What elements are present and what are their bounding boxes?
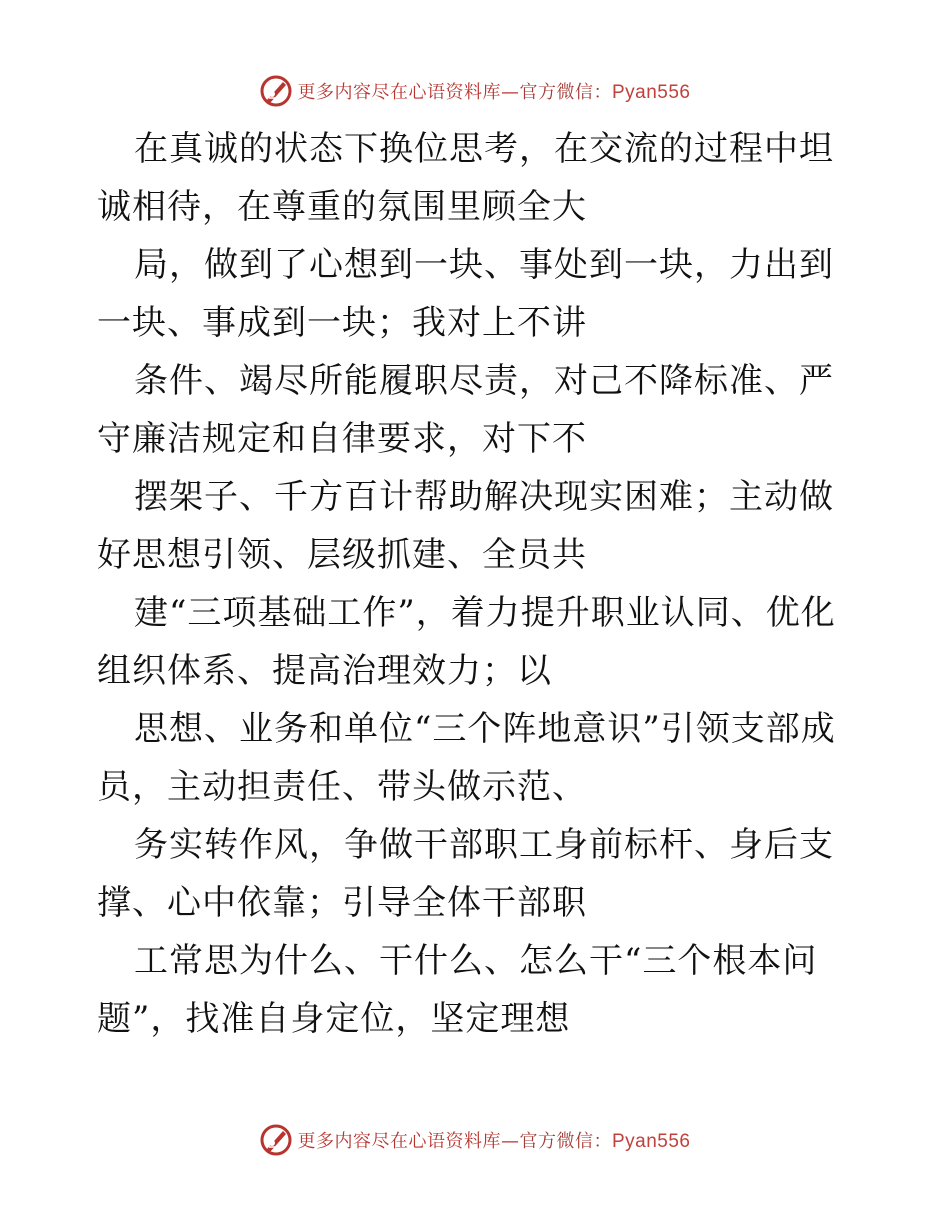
paragraph: 摆架子、千方百计帮助解决现实困难；主动做好思想引领、层级抓建、全员共 bbox=[97, 477, 834, 575]
banner-wechat-label: 官方微信： bbox=[519, 82, 612, 103]
document-body bbox=[97, 120, 857, 1048]
paragraph: 局，做到了心想到一块、事处到一块，力出到一块、事成到一块；我对上不讲 bbox=[97, 245, 834, 343]
paragraph: 建“三项基础工作”，着力提升职业认同、优化组织体系、提高治理效力；以 bbox=[97, 593, 836, 691]
banner-separator: — bbox=[500, 1131, 520, 1152]
paragraph: 工常思为什么、干什么、怎么干“三个根本问题”，找准自身定位，坚定理想 bbox=[97, 941, 818, 1039]
paragraph: 务实转作风，争做干部职工身前标杆、身后支撑、心中依靠；引导全体干部职 bbox=[97, 825, 834, 923]
footer-banner bbox=[0, 1120, 950, 1160]
banner-text bbox=[297, 1127, 690, 1153]
banner-wechat-label: 官方微信： bbox=[519, 1131, 612, 1152]
banner-site: 更多内容尽在心语资料库 bbox=[297, 1131, 501, 1152]
header-banner bbox=[0, 71, 950, 111]
banner-wechat-id: Pyan556 bbox=[611, 1131, 691, 1152]
banner-site: 更多内容尽在心语资料库 bbox=[297, 82, 501, 103]
banner-text bbox=[297, 78, 690, 104]
quill-pen-logo-icon bbox=[259, 1123, 293, 1157]
paragraph: 在真诚的状态下换位思考，在交流的过程中坦诚相待，在尊重的氛围里顾全大 bbox=[97, 129, 834, 227]
banner-wechat-id: Pyan556 bbox=[611, 82, 691, 103]
quill-pen-logo-icon bbox=[259, 74, 293, 108]
paragraph: 思想、业务和单位“三个阵地意识”引领支部成员，主动担责任、带头做示范、 bbox=[97, 709, 836, 807]
banner-separator: — bbox=[500, 82, 520, 103]
paragraph: 条件、竭尽所能履职尽责，对己不降标准、严守廉洁规定和自律要求，对下不 bbox=[97, 361, 834, 459]
